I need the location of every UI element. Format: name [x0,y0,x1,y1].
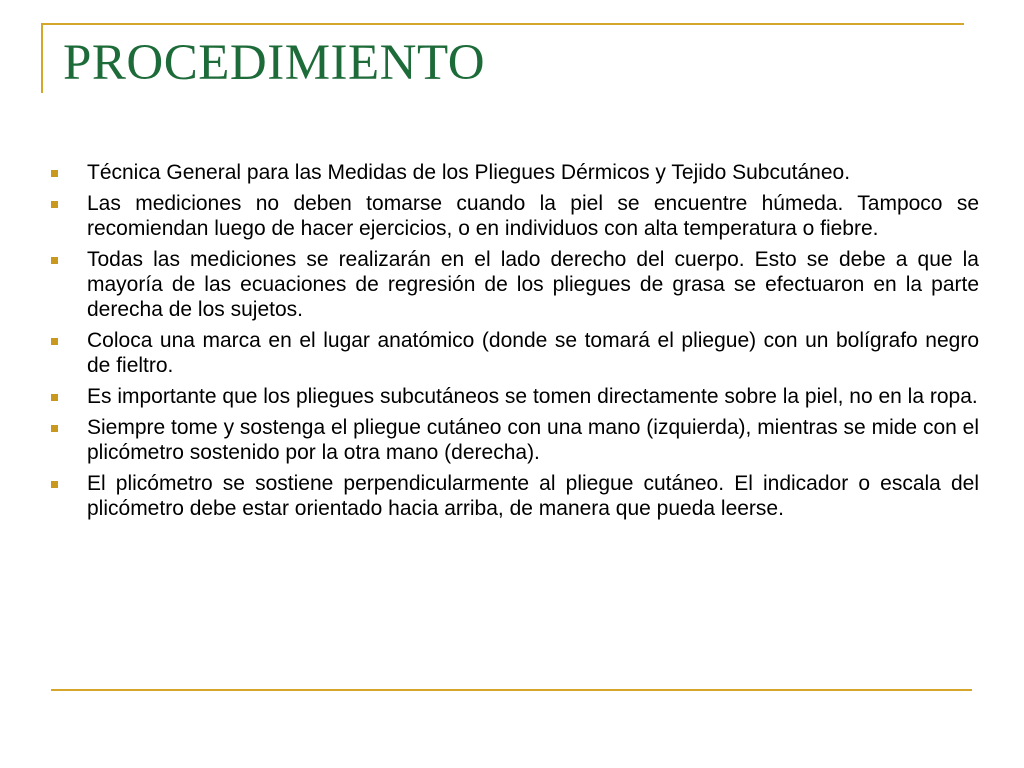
top-accent-line [41,23,964,25]
bullet-list [51,160,979,527]
bullet-text: Es importante que los pliegues subcutáneos se tomen directamente sobre la piel, no en la ropa. [87,385,978,408]
bullet-item [51,384,979,409]
bullet-item [51,328,979,378]
bullet-item [51,160,979,185]
square-bullet-icon [51,257,58,264]
square-bullet-icon [51,481,58,488]
square-bullet-icon [51,338,58,345]
bullet-text: Siempre tome y sostenga el pliegue cutáneo con una mano (izquierda), mientras se mide con el plicómetro sostenido por la otra mano (derecha). [87,416,979,464]
bullet-item [51,191,979,241]
bullet-text: Las mediciones no deben tomarse cuando la piel se encuentre húmeda. Tampoco se recomiendan luego de hacer ejercicios, o en individuos con alta temperatura o fiebre. [87,192,979,240]
bullet-item [51,471,979,521]
bullet-text: Técnica General para las Medidas de los Pliegues Dérmicos y Tejido Subcutáneo. [87,161,851,184]
square-bullet-icon [51,394,58,401]
bullet-item [51,247,979,322]
bullet-text: Todas las mediciones se realizarán en el lado derecho del cuerpo. Esto se debe a que la mayoría de las ecuaciones de regresión de los pliegues de grasa se efectuaron en la parte derecha de los sujetos. [87,248,979,321]
bullet-text: Coloca una marca en el lugar anatómico (donde se tomará el pliegue) con un bolígrafo negro de fieltro. [87,329,979,377]
slide-title: PROCEDIMIENTO [63,35,486,91]
left-accent-line [41,23,43,93]
bottom-accent-line [51,689,972,691]
bullet-text: El plicómetro se sostiene perpendicularmente al pliegue cutáneo. El indicador o escala del plicómetro debe estar orientado hacia arriba, de manera que pueda leerse. [87,472,979,520]
square-bullet-icon [51,170,58,177]
square-bullet-icon [51,425,58,432]
bullet-item [51,415,979,465]
square-bullet-icon [51,201,58,208]
